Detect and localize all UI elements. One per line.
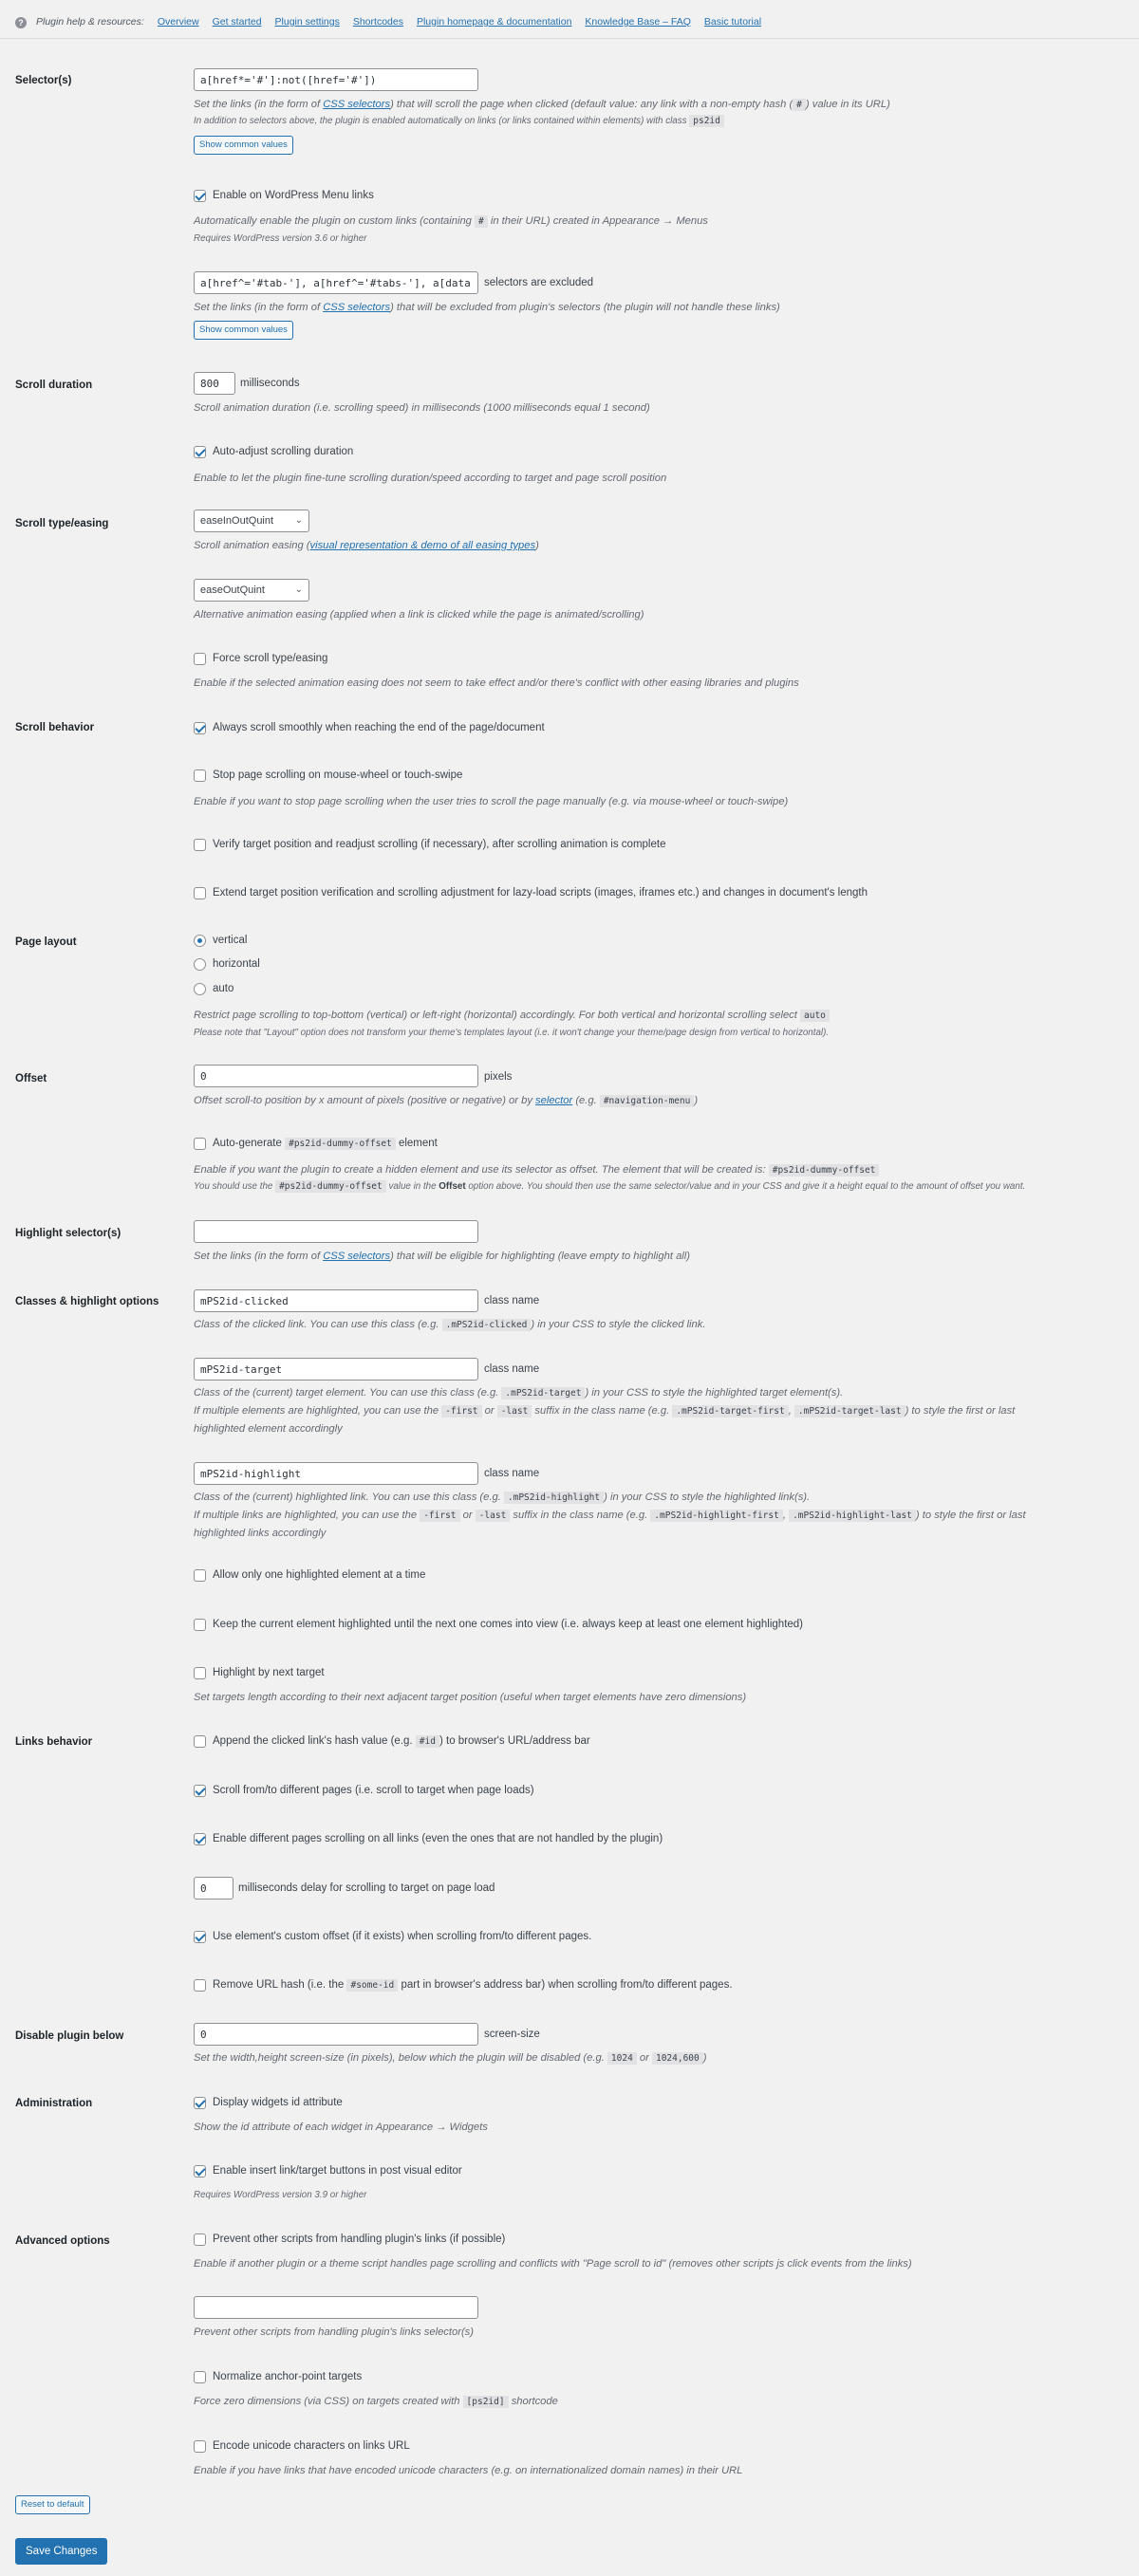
only-one-label: Allow only one highlighted element at a time [213, 1569, 426, 1581]
delay-unit: milliseconds delay for scrolling to target on page load [238, 1882, 495, 1894]
widgets-id-description: Show the id attribute of each widget in Appearance → Widgets [194, 2122, 488, 2133]
append-hash-checkbox[interactable] [194, 1735, 206, 1748]
css-selectors-link-3[interactable]: CSS selectors [323, 1251, 391, 1262]
section-label-selectors: Selector(s) [15, 75, 72, 86]
append-hash-label: Append the clicked link's hash value (e.g. #id ) to browser's URL/address bar [213, 1735, 590, 1747]
duration-unit: milliseconds [240, 378, 300, 389]
insert-buttons-label: Enable insert link/target buttons in post visual editor [213, 2165, 462, 2177]
keep-highlighted-label: Keep the current element highlighted until the next one comes into view (i.e. always keep at least one element highlighted) [213, 1619, 804, 1630]
easing-demo-link[interactable]: visual representation & demo of all easing types [309, 540, 536, 551]
wp-menu-label: Enable on WordPress Menu links [213, 190, 374, 201]
layout-note: Please note that "Layout" option does not transform your theme's templates layout (i.e. it won't change your theme/page design from vertical to horizontal). [194, 1028, 830, 1038]
encode-unicode-description: Enable if you have links that have encoded unicode characters (e.g. on internationalized domain names) in their URL [194, 2465, 743, 2476]
disable-below-input[interactable] [194, 2023, 478, 2046]
remove-hash-label: Remove URL hash (i.e. the #some-id part in browser's address bar) when scrolling from/to different pages. [213, 1979, 733, 1991]
stop-wheel-label: Stop page scrolling on mouse-wheel or touch-swipe [213, 769, 463, 781]
css-selectors-link[interactable]: CSS selectors [323, 99, 391, 110]
selectors-note: In addition to selectors above, the plugin is enabled automatically on links (or links contained within elements) with class ps2id [194, 115, 724, 129]
stop-wheel-description: Enable if you want to stop page scrolling when the user tries to scroll the page manually (e.g. via mouse-wheel or touch-swipe) [194, 796, 789, 807]
section-label-disable: Disable plugin below [15, 2030, 124, 2042]
target-class-description-2: If multiple elements are highlighted, you can use the -first or -last suffix in the class name (e.g. .mPS2id-target-first , .mPS2id-target-last ) to style the first or last [194, 1405, 1016, 1417]
wp-menu-checkbox[interactable] [194, 190, 206, 202]
enable-all-links-label: Enable different pages scrolling on all links (even the ones that are not handled by the plugin) [213, 1833, 663, 1844]
wp-menu-note: Requires WordPress version 3.6 or higher [194, 233, 367, 244]
help-link-get-started[interactable]: Get started [212, 16, 262, 28]
clicked-class-unit: class name [484, 1295, 540, 1307]
easing-description: Scroll animation easing (visual representation & demo of all easing types) [194, 540, 539, 551]
section-label-advanced: Advanced options [15, 2235, 110, 2247]
duration-input[interactable] [194, 372, 235, 395]
help-link-overview[interactable]: Overview [157, 16, 199, 28]
custom-offset-checkbox[interactable] [194, 1931, 206, 1943]
highlight-description: Set the links (in the form of CSS selectors) that will be eligible for highlighting (leave empty to highlight all) [194, 1251, 690, 1262]
scroll-pages-checkbox[interactable] [194, 1785, 206, 1797]
auto-adjust-checkbox[interactable] [194, 446, 206, 458]
target-class-description-3: highlighted element accordingly [194, 1423, 343, 1435]
prevent-selector-description: Prevent other scripts from handling plugin's links selector(s) [194, 2326, 474, 2338]
help-bar [15, 15, 761, 30]
always-smooth-label: Always scroll smoothly when reaching the end of the page/document [213, 722, 545, 733]
highlight-class-input[interactable] [194, 1462, 478, 1485]
target-class-description: Class of the (current) target element. You can use this class (e.g. .mPS2id-target ) in your CSS to style the highlighted target element(s). [194, 1387, 844, 1399]
target-class-input[interactable] [194, 1358, 478, 1381]
chevron-down-icon: ⌄ [294, 584, 303, 595]
layout-label-horizontal: horizontal [213, 958, 260, 970]
keep-highlighted-checkbox[interactable] [194, 1619, 206, 1631]
section-label-highlight: Highlight selector(s) [15, 1228, 121, 1239]
excluded-description: Set the links (in the form of CSS selectors) that will be excluded from plugin's selectors (the plugin will not handle these links) [194, 302, 780, 313]
remove-hash-checkbox[interactable] [194, 1979, 206, 1992]
reset-to-default-button[interactable]: Reset to default [15, 2495, 90, 2514]
help-label: Plugin help & resources: [36, 16, 144, 28]
verify-target-checkbox[interactable] [194, 839, 206, 851]
clicked-class-input[interactable] [194, 1289, 478, 1312]
layout-radio-horizontal[interactable] [194, 958, 206, 971]
widgets-id-checkbox[interactable] [194, 2097, 206, 2109]
auto-offset-description: Enable if you want the plugin to create a hidden element and use its selector as offset. The element that will be created is: #ps2id-dummy-offset [194, 1162, 879, 1178]
verify-target-label: Verify target position and readjust scrolling (if necessary), after scrolling animation is complete [213, 839, 666, 850]
auto-adjust-label: Auto-adjust scrolling duration [213, 446, 354, 457]
alt-easing-description: Alternative animation easing (applied when a link is clicked while the page is animated/scrolling) [194, 609, 644, 621]
extend-verification-label: Extend target position verification and scrolling adjustment for lazy-load scripts (images, iframes etc.) and changes in document's length [213, 887, 868, 899]
help-link-tutorial[interactable]: Basic tutorial [703, 16, 762, 28]
encode-unicode-label: Encode unicode characters on links URL [213, 2440, 410, 2452]
auto-adjust-description: Enable to let the plugin fine-tune scrolling duration/speed according to target and page scroll position [194, 473, 667, 484]
offset-input[interactable] [194, 1065, 478, 1087]
save-changes-button[interactable]: Save Changes [15, 2538, 107, 2565]
help-link-faq[interactable]: Knowledge Base – FAQ [585, 16, 691, 28]
insert-buttons-note: Requires WordPress version 3.9 or higher [194, 2190, 367, 2200]
section-label-admin: Administration [15, 2098, 93, 2109]
widgets-id-label: Display widgets id attribute [213, 2097, 343, 2108]
section-label-links: Links behavior [15, 1736, 93, 1748]
help-link-shortcodes[interactable]: Shortcodes [352, 16, 403, 28]
selector-link[interactable]: selector [535, 1095, 573, 1106]
chevron-down-icon: ⌄ [294, 515, 303, 526]
show-common-values-button-2[interactable]: Show common values [194, 321, 293, 340]
divider [0, 38, 1139, 39]
layout-radio-vertical[interactable] [194, 935, 206, 947]
auto-offset-label: Auto-generate #ps2id-dummy-offset element [213, 1138, 438, 1149]
prevent-other-checkbox[interactable] [194, 2233, 206, 2246]
normalize-checkbox[interactable] [194, 2371, 206, 2383]
help-link-plugin-settings[interactable]: Plugin settings [274, 16, 340, 28]
clicked-class-description: Class of the clicked link. You can use this class (e.g. .mPS2id-clicked ) in your CSS to style the clicked link. [194, 1319, 706, 1330]
prevent-other-label: Prevent other scripts from handling plugin's links (if possible) [213, 2233, 506, 2245]
layout-label-auto: auto [213, 983, 234, 994]
next-target-label: Highlight by next target [213, 1667, 325, 1678]
section-label-offset: Offset [15, 1073, 47, 1084]
highlight-class-description: Class of the (current) highlighted link. You can use this class (e.g. .mPS2id-highlight ) in your CSS to style the highlighted link(s). [194, 1492, 811, 1503]
auto-offset-note: You should use the #ps2id-dummy-offset value in the Offset option above. You should then use the same selector/value and in your CSS and give it a height equal to the amount of offset you want. [194, 1181, 1026, 1192]
layout-label-vertical: vertical [213, 935, 248, 946]
prevent-other-description: Enable if another plugin or a theme script handles page scrolling and conflicts with "Page scroll to id" (removes other scripts js click events from the links) [194, 2258, 912, 2270]
force-easing-description: Enable if the selected animation easing does not seem to take effect and/or there's conflict with other easing libraries and plugins [194, 677, 799, 689]
highlight-class-description-3: highlighted links accordingly [194, 1528, 327, 1539]
selectors-input[interactable] [194, 68, 478, 91]
insert-buttons-checkbox[interactable] [194, 2165, 206, 2178]
duration-description: Scroll animation duration (i.e. scrolling speed) in milliseconds (1000 milliseconds equal 1 second) [194, 402, 650, 414]
next-target-description: Set targets length according to their next adjacent target position (useful when target elements have zero dimensions) [194, 1692, 747, 1703]
prevent-selector-input[interactable] [194, 2296, 478, 2319]
highlight-class-unit: class name [484, 1468, 540, 1479]
section-label-classes: Classes & highlight options [15, 1296, 159, 1307]
highlight-class-description-2: If multiple links are highlighted, you can use the -first or -last suffix in the class name (e.g. .mPS2id-highlight-first , .mPS2id-highlight-last ) to style the first or last [194, 1510, 1026, 1521]
section-label-easing: Scroll type/easing [15, 518, 109, 529]
force-easing-label: Force scroll type/easing [213, 653, 328, 664]
excluded-selectors-input[interactable] [194, 271, 478, 294]
normalize-description: Force zero dimensions (via CSS) on targets created with [ps2id] shortcode [194, 2396, 558, 2407]
highlight-selectors-input[interactable] [194, 1220, 478, 1243]
selectors-description: Set the links (in the form of CSS selectors) that will scroll the page when clicked (default value: any link with a non-empty hash ( # ) value in its URL) [194, 99, 890, 110]
scroll-pages-label: Scroll from/to different pages (i.e. scroll to target when page loads) [213, 1785, 534, 1796]
section-label-layout: Page layout [15, 936, 77, 948]
normalize-label: Normalize anchor-point targets [213, 2371, 363, 2382]
enable-all-links-checkbox[interactable] [194, 1833, 206, 1845]
question-circle-icon: ? [15, 17, 27, 28]
offset-unit: pixels [484, 1071, 513, 1083]
disable-below-unit: screen-size [484, 2029, 540, 2040]
extend-verification-checkbox[interactable] [194, 887, 206, 899]
offset-description: Offset scroll-to position by x amount of pixels (positive or negative) or by selector (e.g. #navigation-menu ) [194, 1095, 699, 1106]
stop-wheel-checkbox[interactable] [194, 769, 206, 782]
force-easing-checkbox[interactable] [194, 653, 206, 665]
custom-offset-label: Use element's custom offset (if it exists) when scrolling from/to different pages. [213, 1931, 592, 1942]
section-label-duration: Scroll duration [15, 380, 93, 391]
only-one-checkbox[interactable] [194, 1569, 206, 1582]
always-smooth-checkbox[interactable] [194, 722, 206, 734]
show-common-values-button[interactable]: Show common values [194, 136, 293, 155]
next-target-checkbox[interactable] [194, 1667, 206, 1679]
auto-offset-checkbox[interactable] [194, 1138, 206, 1150]
layout-radio-auto[interactable] [194, 983, 206, 995]
help-link-homepage[interactable]: Plugin homepage & documentation [416, 16, 572, 28]
target-class-unit: class name [484, 1363, 540, 1375]
wp-menu-description: Automatically enable the plugin on custom links (containing # in their URL) created in Appearance → Menus [194, 215, 708, 227]
alt-easing-select[interactable]: easeOutQuint ⌄ [194, 579, 309, 602]
excluded-suffix: selectors are excluded [484, 277, 594, 288]
layout-description: Restrict page scrolling to top-bottom (vertical) or left-right (horizontal) accordingly. For both vertical and horizontal scrolling select auto [194, 1008, 830, 1024]
section-label-behavior: Scroll behavior [15, 722, 95, 733]
css-selectors-link-2[interactable]: CSS selectors [323, 302, 391, 313]
delay-input[interactable] [194, 1877, 233, 1900]
disable-below-description: Set the width,height screen-size (in pixels), below which the plugin will be disabled (e.g. 1024 or 1024,600 ) [194, 2052, 707, 2064]
encode-unicode-checkbox[interactable] [194, 2440, 206, 2453]
easing-select[interactable]: easeInOutQuint ⌄ [194, 510, 309, 532]
